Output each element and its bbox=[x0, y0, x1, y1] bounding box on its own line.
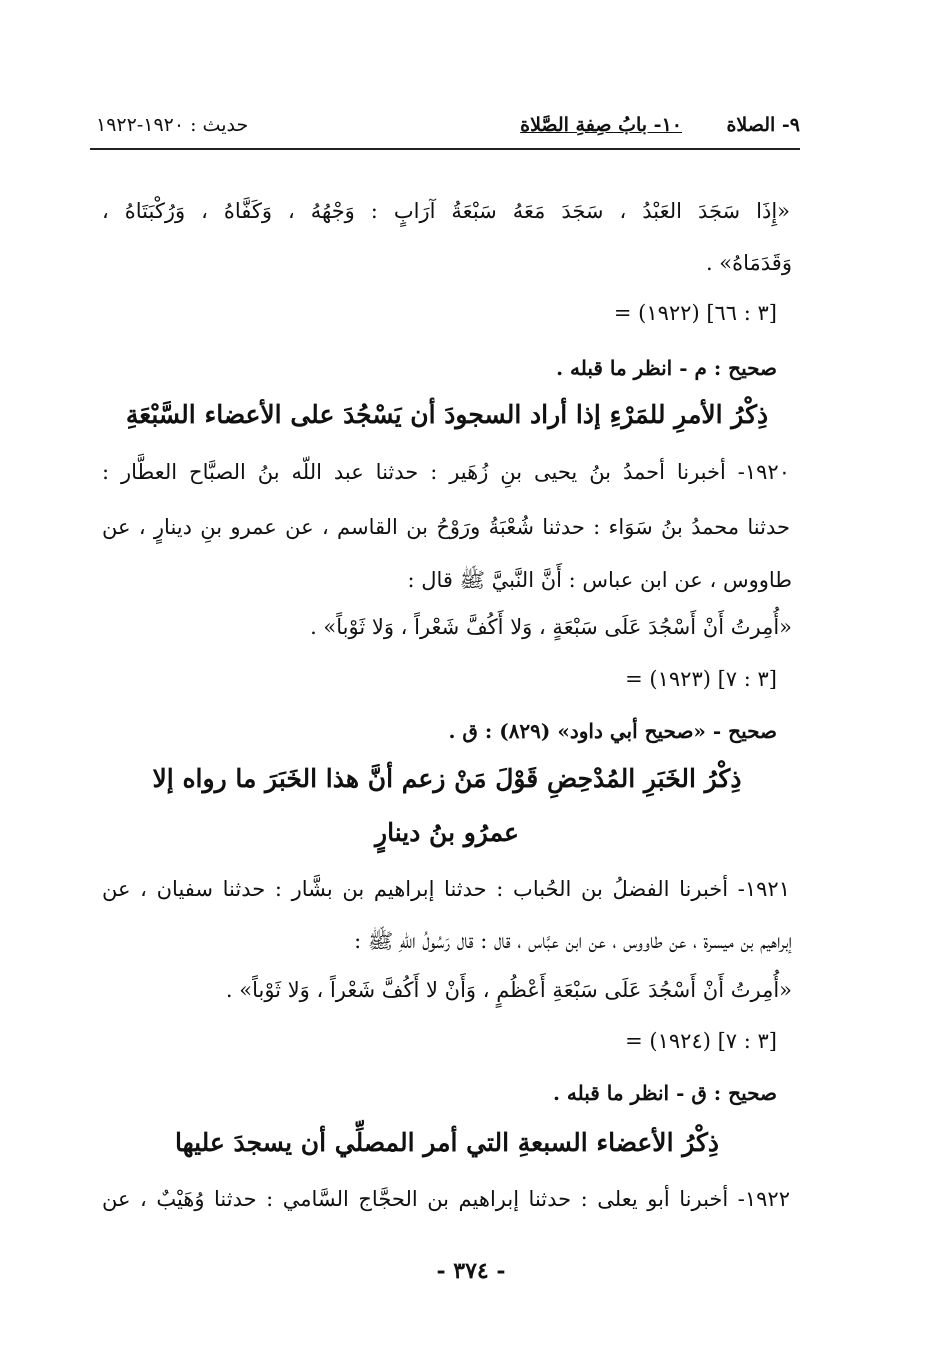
header-chapter-title: ١٠- بابُ صِفةِ الصَّلاة bbox=[520, 114, 682, 136]
hadith-grading: صحيح - «صحيح أبي داود» (٨٢٩) : ق . bbox=[448, 719, 777, 743]
section-heading: ذِكْرُ الأعضاء السبعةِ التي أمر المصلِّي أن يسجدَ عليها bbox=[174, 1128, 720, 1157]
isnad-line: ١٩٢١- أخبرنا الفضلُ بن الحُباب : حدثنا إبراهيم بن بشَّار : حدثنا سفيان ، عن bbox=[102, 877, 790, 901]
isnad-line: طاووس ، عن ابن عباس : أَنَّ النَّبيَّ ﷺ قال : bbox=[407, 568, 792, 592]
hadith-reference: = (١٩٢٤) [٣ : ٧] bbox=[625, 1029, 777, 1053]
header-book-title: ٩- الصلاة bbox=[726, 114, 800, 136]
hadith-text-line: «أُمِرتُ أَنْ أَسْجُدَ عَلَى سَبْعَةِ أَعْظُمٍ ، وَأَنْ لا أَكُفَّ شَعْراً ، وَلا ثَوْباً» . bbox=[225, 978, 792, 1002]
isnad-line: ١٩٢٠- أخبرنا أحمدُ بنُ يحيى بنِ زُهَير : حدثنا عبد اللّه بنُ الصبَّاح العطَّار : bbox=[102, 460, 790, 484]
running-header bbox=[90, 108, 800, 150]
hadith-reference: = (١٩٢٢) [٣ : ٦٦] bbox=[613, 301, 777, 325]
section-heading: ذِكْرُ الأمرِ للمَرْءِ إذا أراد السجودَ أن يَسْجُدَ على الأعضاء السَّبْعَةِ bbox=[125, 400, 769, 429]
hadith-grading: صحيح : ق - انظر ما قبله . bbox=[552, 1081, 777, 1105]
hadith-text-line: وَقَدَمَاهُ» . bbox=[705, 251, 792, 275]
hadith-reference: = (١٩٢٣) [٣ : ٧] bbox=[625, 667, 777, 691]
isnad-line: ١٩٢٢- أخبرنا أبو يعلى : حدثنا إبراهيم بن الحجَّاج السَّامي : حدثنا وُهَيْبٌ ، عن bbox=[102, 1187, 790, 1211]
isnad-line: حدثنا محمدُ بنُ سَوَاء : حدثنا شُعْبَةُ ورَوْحُ بن القاسم ، عن عمرو بنِ دينارٍ ، عن bbox=[102, 515, 790, 539]
hadith-grading: صحيح : م - انظر ما قبله . bbox=[556, 356, 777, 380]
isnad-line: إبراهيم بن ميسرة ، عن طاووس ، عن ابن عبَّاس ، قال : قال رَسُولُ اللّهِ ﷺ : bbox=[354, 929, 792, 953]
hadith-text-line: «أُمِرتُ أَنْ أَسْجُدَ عَلَى سَبْعَةٍ ، وَلا أَكُفَّ شَعْراً ، وَلا ثَوْباً» . bbox=[310, 615, 792, 639]
section-heading: ذِكْرُ الخَبَرِ المُدْحِضِ قَوْلَ مَنْ زعم أنَّ هذا الخَبَرَ ما رواه إلا bbox=[152, 764, 742, 793]
page-number: - ٣٧٤ - bbox=[436, 1258, 506, 1284]
section-heading: عمرُو بنُ دينارٍ bbox=[375, 818, 519, 847]
header-hadith-range: حديث : ١٩٢٠-١٩٢٢ bbox=[96, 114, 249, 136]
hadith-text-line: «إِذَا سَجَدَ العَبْدُ ، سَجَدَ مَعَهُ سَبْعَةُ آرَابٍ : وَجْهُهُ ، وَكَفَّاهُ ، وَرُكْبَتَاهُ ، bbox=[102, 199, 790, 223]
